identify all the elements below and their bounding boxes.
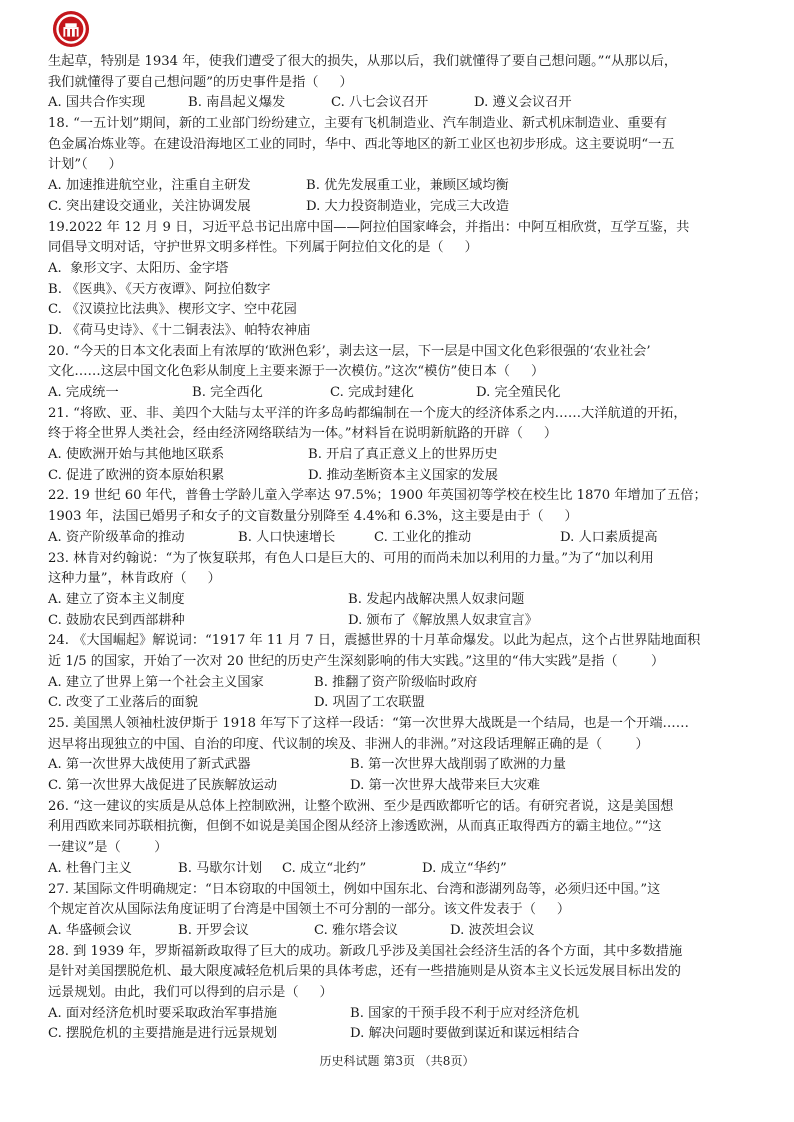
option-row <box>48 383 748 404</box>
option-item: D. 颁布了《解放黑人奴隶宣言》 <box>348 612 538 628</box>
option-row <box>48 93 748 114</box>
text-line: 终于将全世界人类社会，经由经济网络联结为一体。”材料旨在说明新航路的开辟（ ） <box>48 426 558 442</box>
option-item: C. 第一次世界大战促进了民族解放运动 <box>48 778 278 794</box>
option-item: C. 八七会议召开 <box>331 95 429 111</box>
option-item: C. 改变了工业落后的面貌 <box>48 695 198 711</box>
option-item: C. 鼓励农民到西部耕种 <box>48 612 185 628</box>
option-item: B. 南昌起义爆发 <box>188 95 286 111</box>
exam-page-content <box>48 52 748 1045</box>
text-line: 个规定首次从国际法角度证明了台湾是中国领土不可分割的一部分。该文件发表于（ ） <box>48 902 571 918</box>
text-line: 22. 19 世纪 60 年代，普鲁士学龄儿童入学率达 97.5%；1900 年英国初等学校在校生比 1870 年增加了五倍； <box>48 488 707 504</box>
option-row <box>48 1004 748 1025</box>
option-item: B. 优先发展重工业，兼顾区域均衡 <box>306 178 509 194</box>
text-line: 25. 美国黑人领袖杜波伊斯于 1918 年写下了这样一段话：“第一次世界大战既是一个结局，也是一个开端…… <box>48 716 689 731</box>
option-row <box>48 693 748 714</box>
text-line: 23. 林肯对约翰说：“为了恢复联邦，有色人口是巨大的、可用的而尚未加以利用的力量。”为了“加以利用 <box>48 550 654 566</box>
text-line: 我们就懂得了要自己想问题”的历史事件是指（ ） <box>48 74 353 90</box>
text-line: C. 《汉谟拉比法典》、楔形文字、空中花园 <box>48 302 297 318</box>
option-item: A. 杜鲁门主义 <box>48 860 132 876</box>
option-item: D. 推动垄断资本主义国家的发展 <box>308 467 498 483</box>
text-line: 近 1/5 的国家，开始了一次对 20 世纪的历史产生深刻影响的伟大实践。”这里的“伟大实践”是指（ ） <box>48 653 665 669</box>
option-item: C. 促进了欧洲的资本原始积累 <box>48 467 225 483</box>
option-item: A. 国共合作实现 <box>48 95 146 111</box>
option-item: A. 使欧洲开始与其他地区联系 <box>48 447 225 463</box>
option-row <box>48 1024 748 1045</box>
text-line: 生起草，特别是 1934 年，使我们遭受了很大的损失，从那以后，我们就懂得了要自己想问题。”“从那以后， <box>48 54 678 69</box>
option-row <box>48 921 748 942</box>
option-item: C. 突出建设交通业，关注协调发展 <box>48 198 251 214</box>
option-item: B. 推翻了资产阶级临时政府 <box>314 674 478 690</box>
option-item: A. 面对经济危机时要采取政治军事措施 <box>48 1005 277 1021</box>
text-line: 21. “将欧、亚、非、美四个大陆与太平洋的许多岛屿都编制在一个庞大的经济体系之内……大洋航道的开拓， <box>48 405 687 421</box>
option-item: A. 华盛顿会议 <box>48 922 132 938</box>
text-line: 利用西欧来同苏联相抗衡，但倒不如说是美国企图从经济上渗透欧洲，从而真正取得西方的霸主地位。”“这 <box>48 819 662 835</box>
option-row <box>48 673 748 694</box>
text-line: D. 《荷马史诗》、《十二铜表法》、帕特农神庙 <box>48 322 311 338</box>
text-line: 远景规划。由此，我们可以得到的启示是（ ） <box>48 984 333 1000</box>
option-item: D. 大力投资制造业，完成三大改造 <box>306 198 510 214</box>
school-logo-icon <box>52 10 90 48</box>
option-item: A. 完成统一 <box>48 385 119 400</box>
option-item: C. 工业化的推动 <box>374 529 472 545</box>
option-item: D. 波茨坦会议 <box>450 922 535 938</box>
text-line: 26. “这一建议的实质是从总体上控制欧洲，让整个欧洲、至少是西欧都听它的话。有研究者说，这是美国想 <box>48 798 674 814</box>
option-row <box>48 528 748 549</box>
option-item: B. 第一次世界大战削弱了欧洲的力量 <box>350 757 566 773</box>
option-item: B. 人口快速增长 <box>238 529 336 545</box>
option-item: B. 开罗会议 <box>178 922 249 938</box>
option-item: B. 国家的干预手段不利于应对经济危机 <box>350 1005 580 1021</box>
text-line: 27. 某国际文件明确规定：“日本窃取的中国领土，例如中国东北、台湾和澎湖列岛等，必须归还中国。”这 <box>48 881 661 897</box>
text-line: 18. “一五计划”期间，新的工业部门纷纷建立，主要有飞机制造业、汽车制造业、新式机床制造业、重要有 <box>48 116 667 132</box>
option-item: C. 完成封建化 <box>330 385 414 400</box>
option-row <box>48 445 748 466</box>
option-item: D. 解决问题时要做到谋近和谋远相结合 <box>350 1026 580 1042</box>
text-line: 20. “今天的日本文化表面上有浓厚的‘欧洲色彩’，剥去这一层，下一层是中国文化色彩很强的‘农业社会’ <box>48 343 651 359</box>
page-footer: 历史科试题 第3页 （共8页） <box>319 1054 475 1068</box>
text-line: 24. 《大国崛起》解说词：“1917 年 11 月 7 日，震撼世界的十月革命爆发。以此为起点，这个占世界陆地面积 <box>48 633 701 649</box>
text-line: 1903 年，法国已婚男子和女子的文盲数量分别降至 4.4%和 6.3%，这主要是由于（ ） <box>48 509 578 525</box>
text-line: 是针对美国摆脱危机、最大限度减轻危机后果的具体考虑，还有一些措施则是从资本主义长远发展目标出发的 <box>48 964 681 980</box>
option-item: D. 成立“华约” <box>422 860 507 876</box>
option-item: D. 巩固了工农联盟 <box>314 695 425 711</box>
option-item: A. 第一次世界大战使用了新式武器 <box>48 757 251 773</box>
option-item: D. 第一次世界大战带来巨大灾难 <box>350 778 540 794</box>
option-row <box>48 176 748 197</box>
option-item: B. 马歇尔计划 <box>178 860 263 876</box>
option-item: C. 成立“北约” <box>282 860 367 876</box>
option-row <box>48 776 748 797</box>
option-item: C. 雅尔塔会议 <box>314 922 398 938</box>
text-line: 色金属冶炼业等。在建设沿海地区工业的同时，华中、西北等地区的新工业区也初步形成。这主要说明“一五 <box>48 136 675 152</box>
text-line: 计划”（ ） <box>48 157 122 173</box>
text-line: B. 《医典》、《天方夜谭》、阿拉伯数字 <box>48 281 271 297</box>
option-item: D. 完全殖民化 <box>476 385 561 400</box>
option-item: A. 建立了资本主义制度 <box>48 591 185 607</box>
option-item: A. 建立了世界上第一个社会主义国家 <box>48 674 264 690</box>
option-item: B. 开启了真正意义上的世界历史 <box>308 447 498 463</box>
option-item: A. 资产阶级革命的推动 <box>48 529 185 545</box>
option-item: A. 加速推进航空业，注重自主研发 <box>48 178 251 194</box>
option-item: B. 发起内战解决黑人奴隶问题 <box>348 591 525 607</box>
option-row <box>48 590 748 611</box>
option-row <box>48 197 748 218</box>
option-item: D. 人口素质提高 <box>560 529 658 545</box>
option-item: B. 完全西化 <box>192 385 263 400</box>
option-row <box>48 859 748 880</box>
text-line: 28. 到 1939 年，罗斯福新政取得了巨大的成功。新政几乎涉及美国社会经济生活的各个方面，其中多数措施 <box>48 943 683 959</box>
option-row <box>48 755 748 776</box>
text-line: 这种力量”，林肯政府（ ） <box>48 571 221 587</box>
option-row <box>48 611 748 632</box>
option-item: C. 摆脱危机的主要措施是进行远景规划 <box>48 1026 278 1042</box>
text-line: 19.2022 年 12 月 9 日，习近平总书记出席中国——阿拉伯国家峰会，并指出：中阿互相欣赏，互学互鉴，共 <box>48 219 690 235</box>
option-row <box>48 466 748 487</box>
text-line: 迟早将出现独立的中国、自治的印度、代议制的埃及、非洲人的非洲。”对这段话理解正确的是（ ） <box>48 736 649 752</box>
text-line: A. 象形文字、太阳历、金字塔 <box>48 260 229 276</box>
text-line: 同倡导文明对话，守护世界文明多样性。下列属于阿拉伯文化的是（ ） <box>48 240 478 256</box>
text-line: 文化……这层中国文化色彩从制度上主要来源于一次模仿。”这次“模仿”使日本（ ） <box>48 364 545 380</box>
option-item: D. 遵义会议召开 <box>474 95 572 111</box>
text-line: 一建议”是（ ） <box>48 840 168 856</box>
